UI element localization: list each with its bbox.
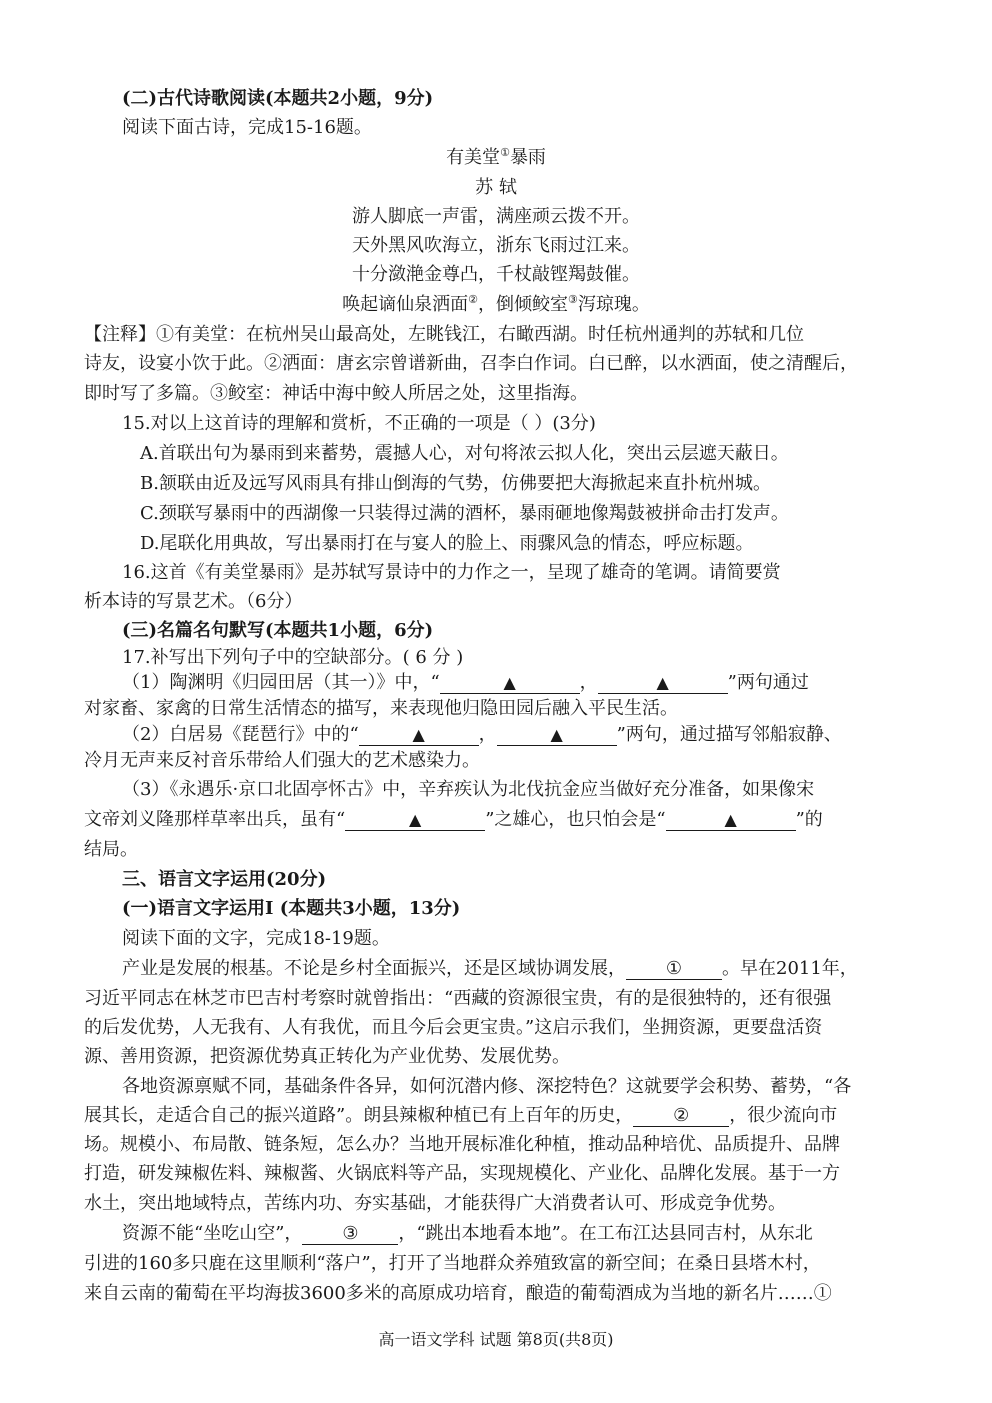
passage-text: ，很少流向市 [729,1105,838,1126]
answer-blank-1[interactable]: ① [626,959,722,980]
dictation-text: ， [579,672,598,693]
passage-line: 引进的160多只鹿在这里顺利“落户”，打开了当地群众养殖致富的新空间；在桑日县塔木村， [84,1253,821,1274]
poem-notes-line: 【注释】①有美堂：在杭州吴山最高处，左眺钱江，右瞰西湖。时任杭州通判的苏轼和几位 [84,324,804,345]
poem-title-text: 有美堂 [446,147,501,168]
dictation-text: ”的 [795,809,823,830]
poem-line [0,293,992,317]
poem-title-text-2: 暴雨 [509,147,546,168]
dictation-item-3: （3）《永遇乐·京口北固亭怀古》中，辛弃疾认为北伐抗金应当做好充分准备，如果像宋 [122,779,815,800]
answer-blank[interactable]: ▲ [345,810,485,831]
poem-title [0,146,992,170]
section-heading-language: 三、语言文字运用(20分) [122,869,327,890]
answer-blank-3[interactable]: ③ [302,1224,398,1245]
question-15-option-c: C.颈联写暴雨中的西湖像一只装得过满的酒杯，暴雨砸地像羯鼓被拼命击打发声。 [140,503,789,524]
section-heading-poetry: (二)古代诗歌阅读(本题共2小题，9分) [122,88,434,109]
poem-notes-line: 诗友，设宴小饮于此。②洒面：唐玄宗曾谱新曲，召李白作词。白已醉，以水洒面，使之清醒后， [84,353,858,374]
poem-line: 游人脚底一声雷，满座顽云拨不开。 [352,206,640,227]
passage-text: 产业是发展的根基。不论是乡村全面振兴，还是区域协调发展， [122,958,626,979]
dictation-text: ， [478,724,497,745]
question-15-option-d: D.尾联化用典故，写出暴雨打在与宴人的脸上、雨骤风急的情态，呼应标题。 [140,533,754,554]
dictation-item-2 [122,723,842,747]
passage-line: 各地资源禀赋不同，基础条件各异，如何沉潜内修、深挖特色？这就要学会积势、蓄势，“各 [122,1076,852,1097]
dictation-item-3-end: 结局。 [84,839,138,860]
poem-line: 天外黑风吹海立，浙东飞雨过江来。 [352,235,640,256]
passage-line: 来自云南的葡萄在平均海拔3600多米的高原成功培育，酿造的葡萄酒成为当地的新名片……① [84,1283,832,1304]
passage-line [84,1104,837,1128]
section-heading-dictation: (三)名篇名句默写(本题共1小题，6分) [122,620,434,641]
dictation-text: ”之雄心，也只怕会是“ [485,809,666,830]
question-16-line: 16.这首《有美堂暴雨》是苏轼写景诗中的力作之一，呈现了雄奇的笔调。请简要赏 [122,562,781,583]
passage-line: 场。规模小、布局散、链条短，怎么办？当地开展标准化种植，推动品种培优、品质提升、品牌 [84,1134,840,1155]
question-16-line: 析本诗的写景艺术。（6分） [84,591,303,612]
poem-line-text: 泻琼瑰。 [577,294,650,315]
dictation-text: 文帝刘义隆那样草率出兵，虽有“ [84,809,346,830]
poem-author: 苏 轼 [475,177,517,198]
passage-line: 的后发优势，人无我有、人有我优，而且今后会更宝贵。”这启示我们，坐拥资源，更要盘活资 [84,1017,823,1038]
dictation-item-1 [122,671,809,695]
passage-text: 展其长，走适合自己的振兴道路”。朗县辣椒种植已有上百年的历史， [84,1105,634,1126]
dictation-item-2-cont: 冷月无声来反衬音乐带给人们强大的艺术感染力。 [84,750,480,771]
question-17-stem: 17.补写出下列句子中的空缺部分。( 6 分 ) [122,647,464,668]
passage-line: 习近平同志在林芝市巴吉村考察时就曾指出：“西藏的资源很宝贵，有的是很独特的，还有很强 [84,988,832,1009]
passage-line: 水土，突出地域特点，苦练内功、夯实基础，才能获得广大消费者认可、形成竞争优势。 [84,1193,786,1214]
passage-text: 。早在2011年， [722,958,858,979]
subsection-heading-language: (一)语言文字运用Ⅰ (本题共3小题，13分) [122,898,461,919]
poem-line-text: ，倒倾鲛室 [478,294,568,315]
question-15-option-b: B.颔联由近及远写风雨具有排山倒海的气势，仿佛要把大海掀起来直扑杭州城。 [140,473,771,494]
answer-blank-2[interactable]: ② [633,1106,729,1127]
question-15-stem: 15.对以上这首诗的理解和赏析，不正确的一项是（ ）(3分) [122,413,596,434]
dictation-text: （2）白居易《琵琶行》中的“ [122,724,359,745]
passage-line [122,1222,813,1246]
dictation-item-3-cont [84,808,823,832]
poem-line-text: 唤起谪仙泉洒面 [342,294,469,315]
answer-blank[interactable]: ▲ [440,673,580,694]
poem-note-mark: ② [468,293,478,306]
poem-title-note: ① [500,146,510,159]
answer-blank[interactable]: ▲ [598,673,728,694]
answer-blank[interactable]: ▲ [359,725,479,746]
language-instruction: 阅读下面的文字，完成18-19题。 [122,928,390,949]
page-footer: 高一语文学科 试题 第8页(共8页) [378,1330,614,1349]
dictation-text: ”两句通过 [727,672,809,693]
passage-line: 源、善用资源，把资源优势真正转化为产业优势、发展优势。 [84,1046,570,1067]
passage-line: 打造，研发辣椒佐料、辣椒酱、火锅底料等产品，实现规模化、产业化、品牌化发展。基于一方 [84,1163,840,1184]
question-15-option-a: A.首联出句为暴雨到来蓄势，震撼人心，对句将浓云拟人化，突出云层遮天蔽日。 [140,443,789,464]
passage-text: 资源不能“坐吃山空”， [122,1223,303,1244]
answer-blank[interactable]: ▲ [497,725,617,746]
poem-line: 十分潋滟金尊凸，千杖敲铿羯鼓催。 [352,264,640,285]
poetry-instruction: 阅读下面古诗，完成15-16题。 [122,117,372,138]
poem-notes-line: 即时写了多篇。③鲛室：神话中海中鲛人所居之处，这里指海。 [84,383,588,404]
dictation-item-1-cont: 对家畜、家禽的日常生活情态的描写，来表现他归隐田园后融入平民生活。 [84,698,678,719]
dictation-text: （1）陶渊明《归园田居（其一）》中，“ [122,672,440,693]
passage-text: ，“跳出本地看本地”。在工布江达县同吉村，从东北 [398,1223,813,1244]
poem-note-mark: ③ [568,293,578,306]
answer-blank[interactable]: ▲ [666,810,796,831]
dictation-text: ”两句，通过描写邻船寂静、 [616,724,842,745]
passage-line [122,957,858,981]
